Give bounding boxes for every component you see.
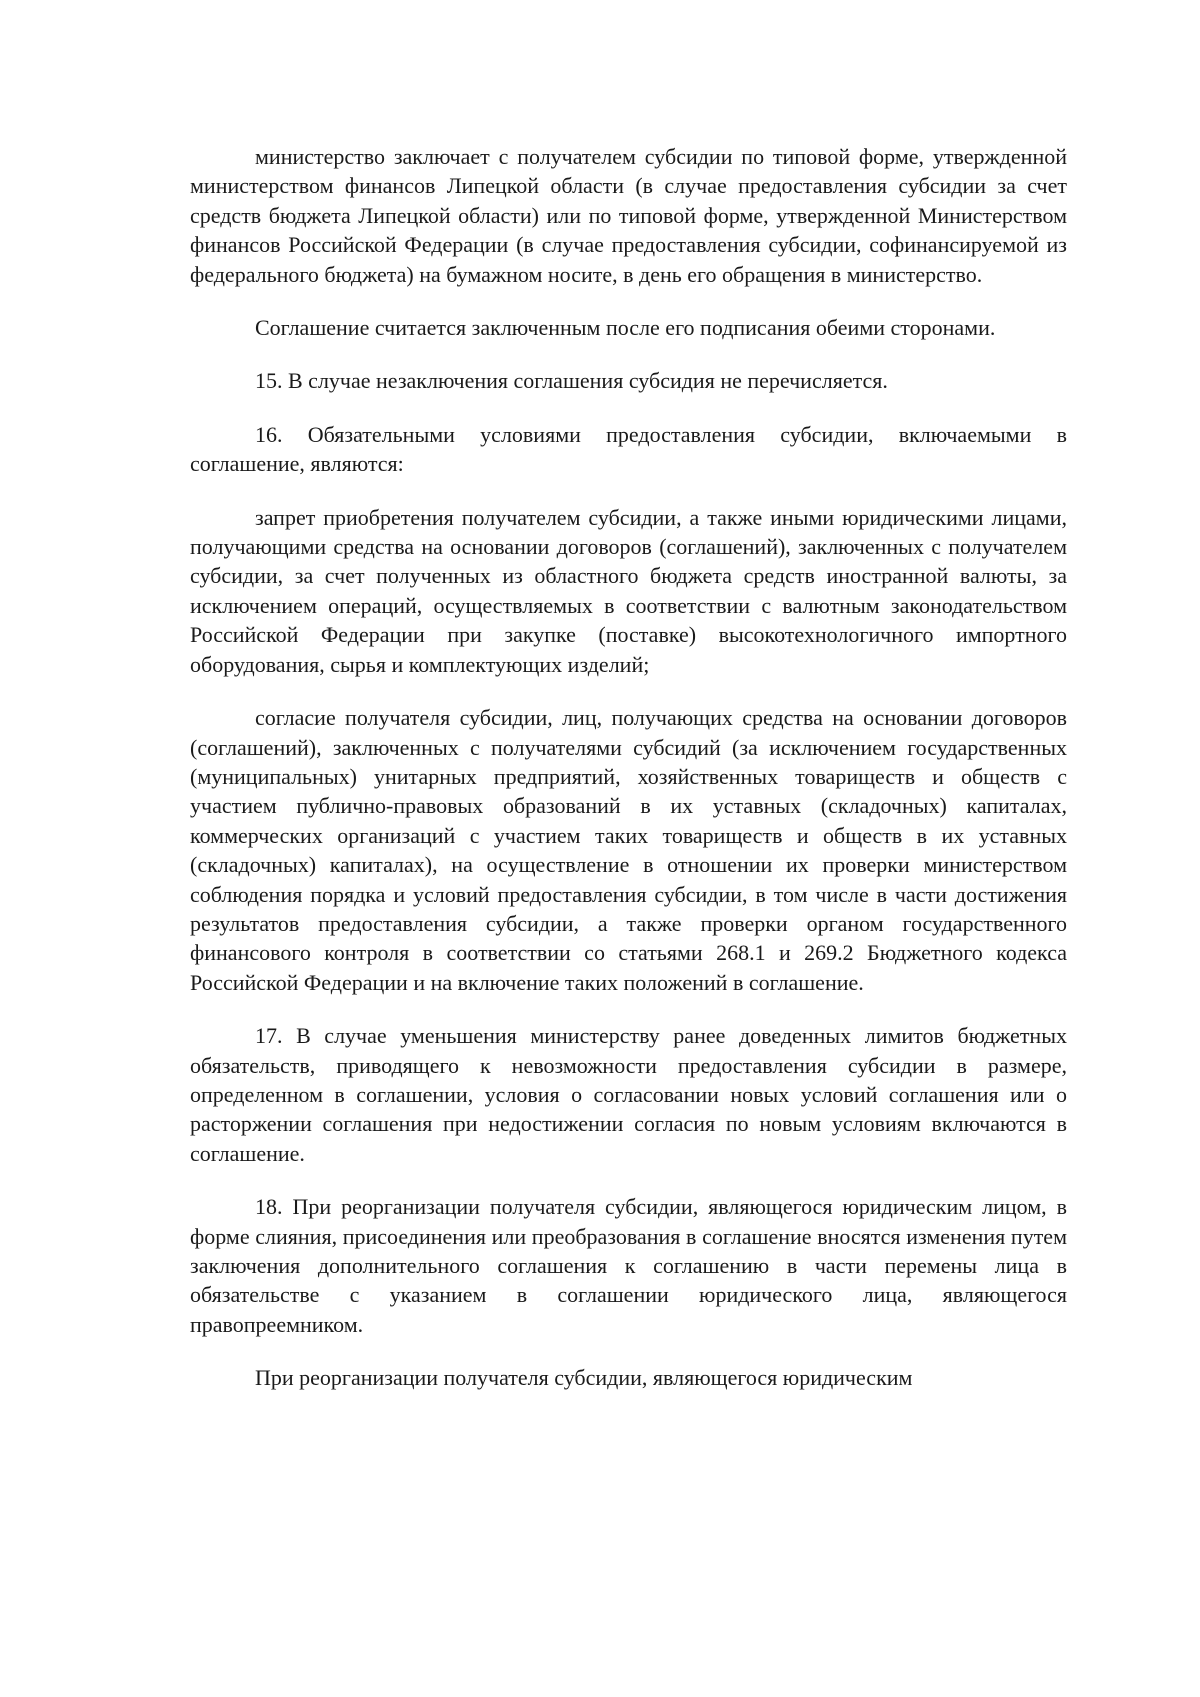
paragraph-inspection-consent: согласие получателя субсидии, лиц, получающих средства на основании договоров (соглашений), заключенных с получателями субсидий (за исключением государственных (муниципальных) унитарных предприятий, хозяйственных товариществ и обществ с участием публично-правовых образований в их уставных (складочных) капиталах, коммерческих организаций с участием таких товариществ и обществ в их уставных (складочных) капиталах), на осуществление в отношении их проверки министерством соблюдения порядка и условий предоставления субсидии, в том числе в части достижения результатов предоставления субсидии, а также проверки органом государственного финансового контроля в соответствии со статьями 268.1 и 269.2 Бюджетного кодекса Российской Федерации и на включение таких положений в соглашение. — [190, 705, 1067, 995]
document-body — [190, 142, 1067, 1417]
paragraph-agreement-form: министерство заключает с получателем субсидии по типовой форме, утвержденной министерством финансов Липецкой области (в случае предоставления субсидии за счет средств бюджета Липецкой области) или по типовой форме, утвержденной Министерством финансов Российской Федерации (в случае предоставления субсидии, софинансируемой из федерального бюджета) на бумажном носите, в день его обращения в министерство. — [190, 144, 1067, 287]
paragraph-item-18: 18. При реорганизации получателя субсидии, являющегося юридическим лицом, в форме слияния, присоединения или преобразования в соглашение вносятся изменения путем заключения дополнительного соглашения к соглашению в части перемены лица в обязательстве с указанием в соглашении юридического лица, являющегося правопреемником. — [190, 1194, 1067, 1337]
paragraph-reorganization-continued: При реорганизации получателя субсидии, являющегося юридическим — [255, 1365, 913, 1391]
paragraph-item-17: 17. В случае уменьшения министерству ранее доведенных лимитов бюджетных обязательств, приводящего к невозможности предоставления субсидии в размере, определенном в соглашении, условия о согласовании новых условий соглашения или о расторжении соглашения при недостижении согласия по новым условиям включаются в соглашение. — [190, 1023, 1067, 1166]
paragraph-item-15: 15. В случае незаключения соглашения субсидия не перечисляется. — [255, 368, 888, 394]
paragraph-currency-prohibition: запрет приобретения получателем субсидии, а также иными юридическими лицами, получающими средства на основании договоров (соглашений), заключенных с получателем субсидии, за счет полученных из областного бюджета средств иностранной валюты, за исключением операций, осуществляемых в соответствии с валютным законодательством Российской Федерации при закупке (поставке) высокотехнологичного импортного оборудования, сырья и комплектующих изделий; — [190, 504, 1067, 677]
paragraph-item-16: 16. Обязательными условиями предоставления субсидии, включаемыми в соглашение, являются: — [190, 421, 1067, 477]
paragraph-agreement-concluded: Соглашение считается заключенным после его подписания обеими сторонами. — [255, 315, 996, 341]
